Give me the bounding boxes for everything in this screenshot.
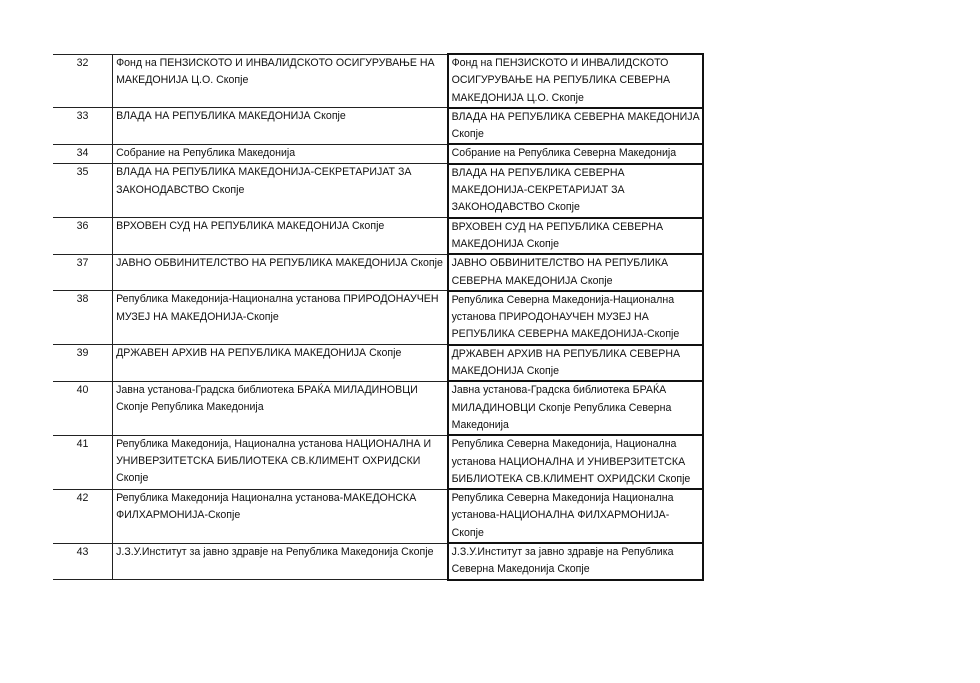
old-institution-name: ЈАВНО ОБВИНИТЕЛСТВО НА РЕПУБЛИКА МАКЕДОНИЈА Скопје: [113, 254, 448, 291]
old-institution-name: ВЛАДА НА РЕПУБЛИКА МАКЕДОНИЈА Скопје: [113, 108, 448, 145]
row-number: 40: [53, 381, 113, 435]
new-institution-name: Република Северна Македонија-Национална установа ПРИРОДОНАУЧЕН МУЗЕЈ НА РЕПУБЛИКА СЕВЕРНА МАКЕДОНИЈА-Скопје: [448, 291, 703, 345]
row-number: 38: [53, 291, 113, 345]
old-institution-name: ДРЖАВЕН АРХИВ НА РЕПУБЛИКА МАКЕДОНИЈА Скопје: [113, 345, 448, 382]
renaming-table-body: [53, 54, 703, 580]
old-institution-name: Република Македонија Национална установа-МАКЕДОНСКА ФИЛХАРМОНИЈА-Скопје: [113, 489, 448, 543]
table-row: [53, 108, 703, 145]
old-institution-name: ВЛАДА НА РЕПУБЛИКА МАКЕДОНИЈА-СЕКРЕТАРИЈАТ ЗА ЗАКОНОДАВСТВО Скопје: [113, 164, 448, 218]
table-row: [53, 345, 703, 382]
table-row: [53, 144, 703, 163]
old-institution-name: ВРХОВЕН СУД НА РЕПУБЛИКА МАКЕДОНИЈА Скопје: [113, 218, 448, 255]
old-institution-name: Република Македонија, Национална установа НАЦИОНАЛНА И УНИВЕРЗИТЕТСКА БИБЛИОТЕКА СВ.КЛИМЕНТ ОХРИДСКИ Скопје: [113, 435, 448, 489]
table-row: [53, 489, 703, 543]
old-institution-name: Ј.З.У.Институт за јавно здравје на Република Македонија Скопје: [113, 543, 448, 580]
row-number: 42: [53, 489, 113, 543]
old-institution-name: Јавна установа-Градска библиотека БРАЌА МИЛАДИНОВЦИ Скопје Република Македонија: [113, 381, 448, 435]
row-number: 41: [53, 435, 113, 489]
row-number: 39: [53, 345, 113, 382]
new-institution-name: Собрание на Република Северна Македонија: [448, 144, 703, 163]
row-number: 35: [53, 164, 113, 218]
row-number: 32: [53, 54, 113, 108]
new-institution-name: Ј.З.У.Институт за јавно здравје на Република Северна Македонија Скопје: [448, 543, 703, 580]
table-row: [53, 54, 703, 108]
new-institution-name: ДРЖАВЕН АРХИВ НА РЕПУБЛИКА СЕВЕРНА МАКЕДОНИЈА Скопје: [448, 345, 703, 382]
table-row: [53, 218, 703, 255]
new-institution-name: ВРХОВЕН СУД НА РЕПУБЛИКА СЕВЕРНА МАКЕДОНИЈА Скопје: [448, 218, 703, 255]
table-row: [53, 291, 703, 345]
table-row: [53, 435, 703, 489]
old-institution-name: Собрание на Република Македонија: [113, 144, 448, 163]
old-institution-name: Република Македонија-Национална установа ПРИРОДОНАУЧЕН МУЗЕЈ НА МАКЕДОНИЈА-Скопје: [113, 291, 448, 345]
new-institution-name: Република Северна Македонија, Национална установа НАЦИОНАЛНА И УНИВЕРЗИТЕТСКА БИБЛИОТЕКА СВ.КЛИМЕНТ ОХРИДСКИ Скопје: [448, 435, 703, 489]
old-institution-name: Фонд на ПЕНЗИСКОТО И ИНВАЛИДСКОТО ОСИГУРУВАЊЕ НА МАКЕДОНИЈА Ц.О. Скопје: [113, 54, 448, 108]
new-institution-name: ВЛАДА НА РЕПУБЛИКА СЕВЕРНА МАКЕДОНИЈА-СЕКРЕТАРИЈАТ ЗА ЗАКОНОДАВСТВО Скопје: [448, 164, 703, 218]
new-institution-name: Фонд на ПЕНЗИСКОТО И ИНВАЛИДСКОТО ОСИГУРУВАЊЕ НА РЕПУБЛИКА СЕВЕРНА МАКЕДОНИЈА Ц.О. Скопје: [448, 54, 703, 108]
table-row: [53, 164, 703, 218]
table-row: [53, 543, 703, 580]
new-institution-name: Република Северна Македонија Национална установа-НАЦИОНАЛНА ФИЛХАРМОНИЈА-Скопје: [448, 489, 703, 543]
row-number: 37: [53, 254, 113, 291]
row-number: 36: [53, 218, 113, 255]
new-institution-name: ЈАВНО ОБВИНИТЕЛСТВО НА РЕПУБЛИКА СЕВЕРНА МАКЕДОНИЈА Скопје: [448, 254, 703, 291]
table-row: [53, 254, 703, 291]
renaming-table: [53, 53, 704, 581]
new-institution-name: ВЛАДА НА РЕПУБЛИКА СЕВЕРНА МАКЕДОНИЈА Скопје: [448, 108, 703, 145]
row-number: 34: [53, 144, 113, 163]
row-number: 43: [53, 543, 113, 580]
row-number: 33: [53, 108, 113, 145]
new-institution-name: Јавна установа-Градска библиотека БРАЌА МИЛАДИНОВЦИ Скопје Република Северна Македонија: [448, 381, 703, 435]
table-row: [53, 381, 703, 435]
